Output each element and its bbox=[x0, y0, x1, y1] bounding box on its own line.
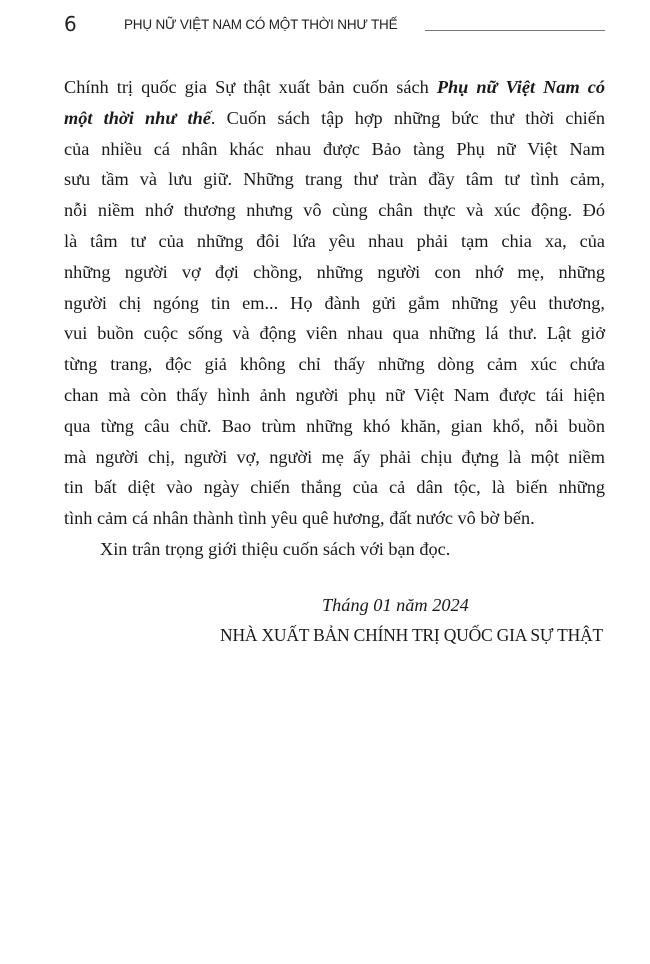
paragraph-line: mà người chị, người vợ, người mẹ ấy phải chịu đựng là một niềm bbox=[64, 446, 605, 467]
page-number: 6 bbox=[64, 12, 77, 36]
signature-date: Tháng 01 năm 2024 bbox=[322, 595, 469, 615]
paragraph-line: của nhiều cá nhân khác nhau được Bảo tàng Phụ nữ Việt Nam bbox=[64, 138, 605, 159]
header-rule bbox=[425, 30, 605, 31]
paragraph-line: tình cảm cá nhân thành tình yêu quê hương, đất nước vô bờ bến. bbox=[64, 508, 535, 529]
paragraph-line bbox=[64, 72, 605, 103]
paragraph-line: những người vợ đợi chồng, những người con nhớ mẹ, những bbox=[64, 261, 605, 282]
closing-line: Xin trân trọng giới thiệu cuốn sách với bạn đọc. bbox=[100, 538, 451, 559]
text-run: . Cuốn sách tập hợp những bức thư thời chiến bbox=[210, 107, 606, 128]
paragraph-line: người chị ngóng tin em... Họ đành gửi gắm những yêu thương, bbox=[64, 292, 605, 313]
paragraph-line: nỗi niềm nhớ thương nhưng vô cùng chân thực và xúc động. Đó bbox=[64, 200, 605, 221]
paragraph-line bbox=[64, 103, 605, 134]
running-title: PHỤ NỮ VIỆT NAM CÓ MỘT THỜI NHƯ THẾ bbox=[124, 17, 398, 32]
paragraph-line: qua từng câu chữ. Bao trùm những khó khăn, gian khổ, nỗi buồn bbox=[64, 415, 605, 436]
paragraph-line: chan mà còn thấy hình ảnh người phụ nữ Việt Nam được tái hiện bbox=[64, 384, 605, 405]
body-text bbox=[64, 72, 605, 565]
text-run: Chính trị quốc gia Sự thật xuất bản cuốn sách bbox=[64, 77, 437, 97]
signature-publisher: NHÀ XUẤT BẢN CHÍNH TRỊ QUỐC GIA SỰ THẬT bbox=[220, 625, 604, 645]
paragraph-line: tin bất diệt vào ngày chiến thắng của cả dân tộc, là biến những bbox=[64, 477, 605, 498]
paragraph-line: sưu tầm và lưu giữ. Những trang thư tràn đầy tâm tư tình cảm, bbox=[64, 169, 605, 190]
book-title: Phụ nữ Việt Nam có bbox=[436, 77, 605, 97]
paragraph-line: từng trang, độc giả không chỉ thấy những dòng cảm xúc chứa bbox=[64, 354, 605, 375]
book-title: một thời như thế bbox=[64, 107, 211, 128]
paragraph-line: là tâm tư của những đôi lứa yêu nhau phải tạm chia xa, của bbox=[64, 230, 605, 251]
paragraph-line: vui buồn cuộc sống và động viên nhau qua những lá thư. Lật giở bbox=[64, 323, 605, 344]
